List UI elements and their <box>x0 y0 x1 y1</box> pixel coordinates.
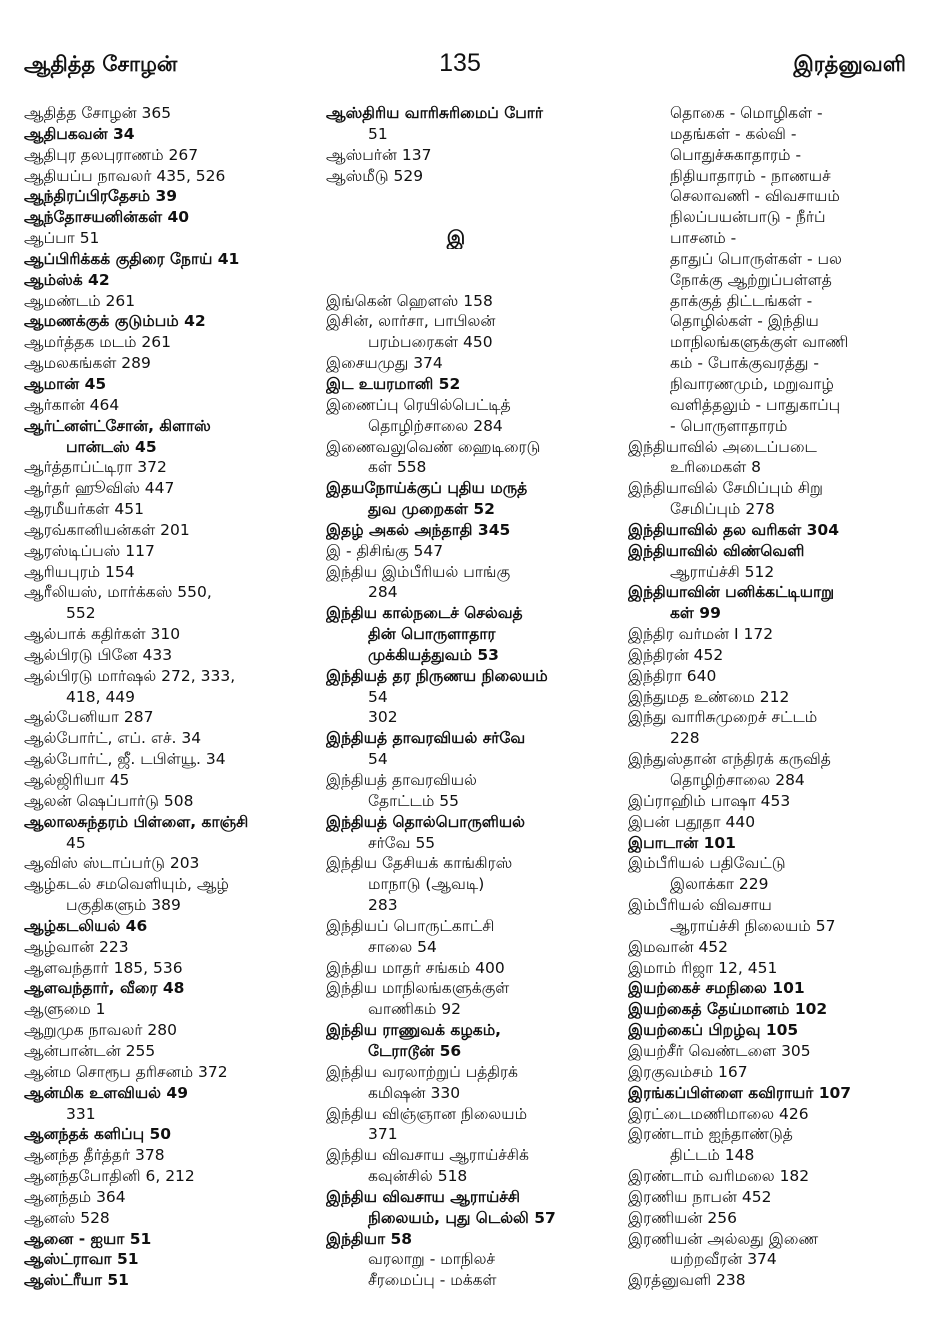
index-entry-line: இசின், லார்சா, பாபிலன் <box>326 312 496 331</box>
index-entry-line: துவ முறைகள் 52 <box>368 500 495 519</box>
index-entry-line: இந்திய தேசியக் காங்கிரஸ் <box>326 854 513 873</box>
index-entry-line: வாணிகம் 92 <box>368 1000 462 1019</box>
index-entry-line: இரணியன் 256 <box>628 1208 737 1227</box>
index-entry-line: ஆம்ஸ்க் 42 <box>24 270 110 289</box>
index-entry-line: இந்திய வரலாற்றுப் பத்திரக் <box>326 1062 518 1081</box>
index-entry-line: ஆஸ்ட்ராவா 51 <box>24 1250 139 1269</box>
index-entry-line: இந்திய கால்நடைச் செல்வத் <box>326 604 523 623</box>
index-entry-line: 284 <box>368 583 398 602</box>
index-entry-line: நோக்கு ஆற்றுப்பள்ளத் <box>670 270 832 289</box>
index-entry-line: ஆஸ்ட்ரீயா 51 <box>24 1271 129 1290</box>
index-entry-line: கள் 558 <box>368 458 427 477</box>
index-entry-line: இந்திரன் 452 <box>628 645 724 664</box>
index-entry-line: இலாக்கா 229 <box>670 875 769 894</box>
index-entry-line: இந்தியாவின் பனிக்கட்டியாறு <box>628 583 835 602</box>
index-entry-line: வளித்தலும் - பாதுகாப்பு <box>670 395 841 414</box>
index-entry-line: ஆனந்தம் 364 <box>24 1187 126 1206</box>
index-entry-line: ஆனந்தக் களிப்பு 50 <box>24 1125 172 1144</box>
index-entry-line: ஆமலகங்கள் 289 <box>24 354 151 373</box>
index-entry-line: ஆப்பிரிக்கக் குதிரை நோய் 41 <box>24 249 240 268</box>
index-entry-line: இந்திய விவசாய ஆராய்ச்சிக் <box>326 1146 529 1165</box>
index-entry-line: தாதுப் பொருள்கள் - பல <box>670 249 842 268</box>
index-entry-line: இந்து வாரிசுமுறைச் சட்டம் <box>628 708 818 727</box>
index-entry-line: இரணிய நாபன் 452 <box>628 1187 772 1206</box>
index-entry-line: இரண்டாம் ஐந்தாண்டுத் <box>628 1125 793 1144</box>
index-entry-line: இந்தியப் பொருட்காட்சி <box>326 916 495 935</box>
index-entry-line: ஆந்திரப்பிரதேசம் 39 <box>24 187 178 206</box>
index-entry-line: பரம்பரைகள் 450 <box>368 333 493 352</box>
index-entry-line: இயற்கைச் சமநிலை 101 <box>628 979 805 998</box>
index-entry-line: ஆர்கான் 464 <box>24 395 120 414</box>
index-entry-line: இந்திய விஞ்ஞான நிலையம் <box>326 1104 528 1123</box>
spacer <box>326 270 626 291</box>
index-entry-line: ஆன்பான்டன் 255 <box>24 1041 156 1060</box>
index-entry-line: இந்தியத் தாவரவியல் சர்வே <box>326 729 526 748</box>
index-entry-line: உரிமைகள் 8 <box>670 458 762 477</box>
index-entry-line: இந்திய மாநிலங்களுக்குள் <box>326 979 510 998</box>
index-entry-line: ஆமர்த்தக மடம் 261 <box>24 333 172 352</box>
index-entry-line: ஆன்மிக உளவியல் 49 <box>24 1083 189 1102</box>
index-entry-line: ஆல்பிரடு மார்ஷல் 272, 333, <box>24 666 236 685</box>
spacer <box>326 249 626 270</box>
index-entry-line: இயற்சீர் வெண்டளை 305 <box>628 1041 811 1060</box>
spacer <box>326 207 626 228</box>
index-entry-line: இங்கென் ஹௌஸ் 158 <box>326 291 493 310</box>
index-entry-line: தாக்குத் திட்டங்கள் - <box>670 291 813 310</box>
index-entry-line: ஆரியபுரம் 154 <box>24 562 135 581</box>
index-entry-line: இந்தியத் தர நிருணய நிலையம் <box>326 666 548 685</box>
index-entry-line: ஆர்தர் ஹூவிஸ் 447 <box>24 479 175 498</box>
index-entry-line: இந்தியா 58 <box>326 1229 413 1248</box>
index-entry-line: ஆல்பேனியா 287 <box>24 708 154 727</box>
index-entry-line: ஆரஸ்டிப்பஸ் 117 <box>24 541 155 560</box>
index-entry-line: தோட்டம் 55 <box>368 791 459 810</box>
index-entry-line: - பொருளாதாரம் <box>670 416 788 435</box>
index-entry-line: இந்தியாவில் அடைப்படை <box>628 437 817 456</box>
index-entry-line: ஆதியப்ப நாவலர் 435, 526 <box>24 166 226 185</box>
index-entry-line: ஆனஸ் 528 <box>24 1208 110 1227</box>
index-entry-line: முக்கியத்துவம் 53 <box>368 645 499 664</box>
index-entry-line: டேராடூன் 56 <box>368 1041 462 1060</box>
index-entry-line: இ - திசிங்கு 547 <box>326 541 444 560</box>
index-entry-line: இப்ராஹிம் பாஷா 453 <box>628 791 791 810</box>
index-column-2 <box>326 103 626 1291</box>
index-entry-line: இந்தியாவில் விண்வெளி <box>628 541 805 560</box>
index-entry-line: ஆரவ்கானியன்கள் 201 <box>24 520 190 539</box>
index-entry-line: 54 <box>368 687 388 706</box>
index-entry-line: ஆமண்டம் 261 <box>24 291 136 310</box>
index-entry-line: இந்திரா 640 <box>628 666 717 685</box>
index-entry-line: இந்தியத் தொல்பொருளியல் <box>326 812 525 831</box>
index-entry-line: இசையமுது 374 <box>326 354 443 373</box>
index-entry-line: 371 <box>368 1125 398 1144</box>
index-entry-line: இரண்டாம் வரிமலை 182 <box>628 1167 810 1186</box>
index-entry-line: இணைப்பு ரெயில்பெட்டித் <box>326 395 511 414</box>
index-entry-line: பாசனம் - <box>670 229 737 248</box>
index-entry-line: ஆனை - ஐயா 51 <box>24 1229 152 1248</box>
index-entry-line: தொழிற்சாலை 284 <box>368 416 503 435</box>
index-entry-line: கமிஷன் 330 <box>368 1083 461 1102</box>
index-entry-line: ஆதித்த சோழன் 365 <box>24 104 172 122</box>
index-entry-line: மதங்கள் - கல்வி - <box>670 124 797 143</box>
index-entry-line: ஆராய்ச்சி நிலையம் 57 <box>670 916 836 935</box>
index-entry-line: வரலாறு - மாநிலச் <box>368 1250 496 1269</box>
index-entry-line: மாநாடு (ஆவடி) <box>368 875 485 894</box>
index-entry-line: கள் 99 <box>670 604 721 623</box>
index-entry-line: 418, 449 <box>66 687 136 706</box>
index-entry-line: ஆதிபுர தலபுராணம் 267 <box>24 145 199 164</box>
index-entry-line: நிலையம், புது டெல்லி 57 <box>368 1208 556 1227</box>
index-entry-line: இந்துமத உண்மை 212 <box>628 687 790 706</box>
index-entry-line: பான்டஸ் 45 <box>66 437 157 456</box>
index-entry-line: பகுதிகளும் 389 <box>66 896 181 915</box>
index-entry-line: இரட்டைமணிமாலை 426 <box>628 1104 809 1123</box>
index-entry-line: ஆமான் 45 <box>24 374 107 393</box>
index-entry-line: இமவான் 452 <box>628 937 729 956</box>
index-entry-line: ஆழ்கடலியல் 46 <box>24 916 148 935</box>
spacer <box>326 186 626 207</box>
index-entry-line: நிலப்பயன்பாடு - நீர்ப் <box>670 208 826 227</box>
index-entry-line: இந்திர வர்மன் I 172 <box>628 625 774 644</box>
index-entry-line: 331 <box>66 1104 96 1123</box>
index-entry-line: சர்வே 55 <box>368 833 436 852</box>
index-entry-line: கவுன்சில் 518 <box>368 1167 468 1186</box>
index-entry-line: செலாவணி - விவசாயம் <box>670 187 840 206</box>
index-entry-line: இணைவலுவெண் ஹைடிரைடு <box>326 437 541 456</box>
index-entry-line: இயற்கைத் தேய்மானம் 102 <box>628 1000 828 1019</box>
index-entry-line: இந்தியாவில் சேமிப்பும் சிறு <box>628 479 823 498</box>
index-entry-line: ஆழ்வான் 223 <box>24 937 129 956</box>
index-entry-line: ஆதிபகவன் 34 <box>24 124 135 143</box>
index-entry-line: ஆஸ்மீடு 529 <box>326 166 424 185</box>
index-entry-line: ஆல்பிரடு பினே 433 <box>24 645 173 664</box>
index-entry-line: 552 <box>66 604 96 623</box>
index-entry-line: ஆஸ்திரிய வாரிசுரிமைப் போர் <box>326 104 543 122</box>
index-entry-line: ஆந்தோசயனின்கள் 40 <box>24 208 190 227</box>
index-entry-line: ஆப்பா 51 <box>24 229 100 248</box>
index-entry-line: யற்றவீரன் 374 <box>670 1250 777 1269</box>
index-entry-line: தின் பொருளாதார <box>368 625 496 644</box>
running-head-right: இரத்னுவளி <box>793 52 906 76</box>
index-entry-line: ஆலாலசுந்தரம் பிள்ளை, காஞ்சி <box>24 812 249 831</box>
page-number: 135 <box>439 49 481 77</box>
index-entry-line: ஆனந்த தீர்த்தர் 378 <box>24 1146 165 1165</box>
index-entry-line: இந்திய இம்பீரியல் பாங்கு <box>326 562 511 581</box>
index-entry-line: மாநிலங்களுக்குள் வாணி <box>670 333 849 352</box>
index-entry-line: இந்தியத் தாவரவியல் <box>326 771 477 789</box>
index-entry-line: ஆளவந்தார் 185, 536 <box>24 958 183 977</box>
index-entry-line: இந்திய ராணுவக் கழகம், <box>326 1021 502 1040</box>
index-entry-line: ஆரமீயர்கள் 451 <box>24 500 144 519</box>
index-entry-line: 228 <box>670 729 700 748</box>
index-entry-line: சேமிப்பும் 278 <box>670 500 775 519</box>
index-entry-line: ஆளுமை 1 <box>24 1000 106 1019</box>
index-entry-line: ஆர்த்தாப்ட்டிரா 372 <box>24 458 167 477</box>
index-entry-line: ஆவிஸ் ஸ்டாப்பர்டு 203 <box>24 854 200 873</box>
index-entry-line: இமாம் ரிஜா 12, 451 <box>628 958 778 977</box>
index-entry-line: ஆலன் ஷெப்பார்டு 508 <box>24 791 194 810</box>
index-entry-line: இரத்னுவளி 238 <box>628 1271 746 1290</box>
index-entry-line: ஆல்ஜிரியா 45 <box>24 771 130 789</box>
index-entry-line: ஆரீலியஸ், மார்க்கஸ் 550, <box>24 583 212 602</box>
index-entry-line: ஆழ்கடல் சமவெளியும், ஆழ் <box>24 875 229 894</box>
index-entry-line: ஆன்ம சொரூப தரிசனம் 372 <box>24 1062 228 1081</box>
index-entry-line: ஆளவந்தார், வீரை 48 <box>24 979 185 998</box>
index-entry-line: நிவாரணமும், மறுவாழ் <box>670 374 834 393</box>
index-entry-line: இம்பீரியல் பதிவேட்டு <box>628 854 786 873</box>
index-entry-line: ஆஸ்பர்ன் 137 <box>326 145 432 164</box>
index-entry-line: இபாடான் 101 <box>628 833 736 852</box>
index-entry-line: இபன் பதூதா 440 <box>628 812 756 831</box>
index-entry-line: இதழ் அகல் அந்தாதி 345 <box>326 520 511 539</box>
index-entry-line: சாலை 54 <box>368 937 437 956</box>
index-entry-line: தொகை - மொழிகள் - <box>670 104 823 122</box>
index-entry-line: ஆல்போர்ட், ஜீ. டபிள்யூ. 34 <box>24 750 226 769</box>
index-entry-line: தொழில்கள் - இந்திய <box>670 312 819 331</box>
index-entry-line: இம்பீரியல் விவசாய <box>628 896 772 915</box>
index-entry-line: ஆர்ட்னள்ட்சோன், கிளாஸ் <box>24 416 211 435</box>
index-entry-line: இட உயரமானி 52 <box>326 374 461 393</box>
index-entry-line: இயற்கைப் பிறழ்வு 105 <box>628 1021 799 1040</box>
index-column-3 <box>628 103 928 1291</box>
index-entry-line: கம் - போக்குவரத்து - <box>670 354 819 373</box>
index-entry-line: ஆறுமுக நாவலர் 280 <box>24 1021 177 1040</box>
index-entry-line: திட்டம் 148 <box>670 1146 755 1165</box>
index-entry-line: இந்தியாவில் தல வரிகள் 304 <box>628 520 840 539</box>
index-entry-line: ஆராய்ச்சி 512 <box>670 562 775 581</box>
index-entry-line: இரகுவம்சம் 167 <box>628 1062 748 1081</box>
index-entry-line: 54 <box>368 750 388 769</box>
index-entry-line: 51 <box>368 124 388 143</box>
running-head-left: ஆதித்த சோழன் <box>24 52 178 76</box>
index-entry-line: 283 <box>368 896 398 915</box>
index-entry-line: இந்திய மாதர் சங்கம் 400 <box>326 958 505 977</box>
index-entry-line: 45 <box>66 833 86 852</box>
index-entry-line: தொழிற்சாலை 284 <box>670 771 805 789</box>
section-letter: இ <box>446 228 466 249</box>
index-entry-line: 302 <box>368 708 398 727</box>
index-entry-line: ஆல்பாக் கதிர்கள் 310 <box>24 625 181 644</box>
index-entry-line: சீரமைப்பு - மக்கள் <box>368 1271 497 1290</box>
index-column-1 <box>24 103 320 1291</box>
index-entry-line: இரங்கப்பிள்ளை கவிராயர் 107 <box>628 1083 852 1102</box>
index-entry-line: நிதியாதாரம் - நாணயச் <box>670 166 831 185</box>
index-entry-line: ஆல்போர்ட், எப். எச். 34 <box>24 729 202 748</box>
index-entry-line: ஆனந்தபோதினி 6, 212 <box>24 1167 195 1186</box>
index-entry-line: பொதுச்சுகாதாரம் - <box>670 145 802 164</box>
index-entry-line: இந்திய விவசாய ஆராய்ச்சி <box>326 1187 520 1206</box>
index-entry-line: இதயநோய்க்குப் புதிய மருத் <box>326 479 528 498</box>
index-entry-line: இரணியன் அல்லது இணை <box>628 1229 819 1248</box>
index-entry-line: ஆமணக்குக் குடும்பம் 42 <box>24 312 206 331</box>
index-entry-line: இந்துஸ்தான் எந்திரக் கருவித் <box>628 750 831 769</box>
